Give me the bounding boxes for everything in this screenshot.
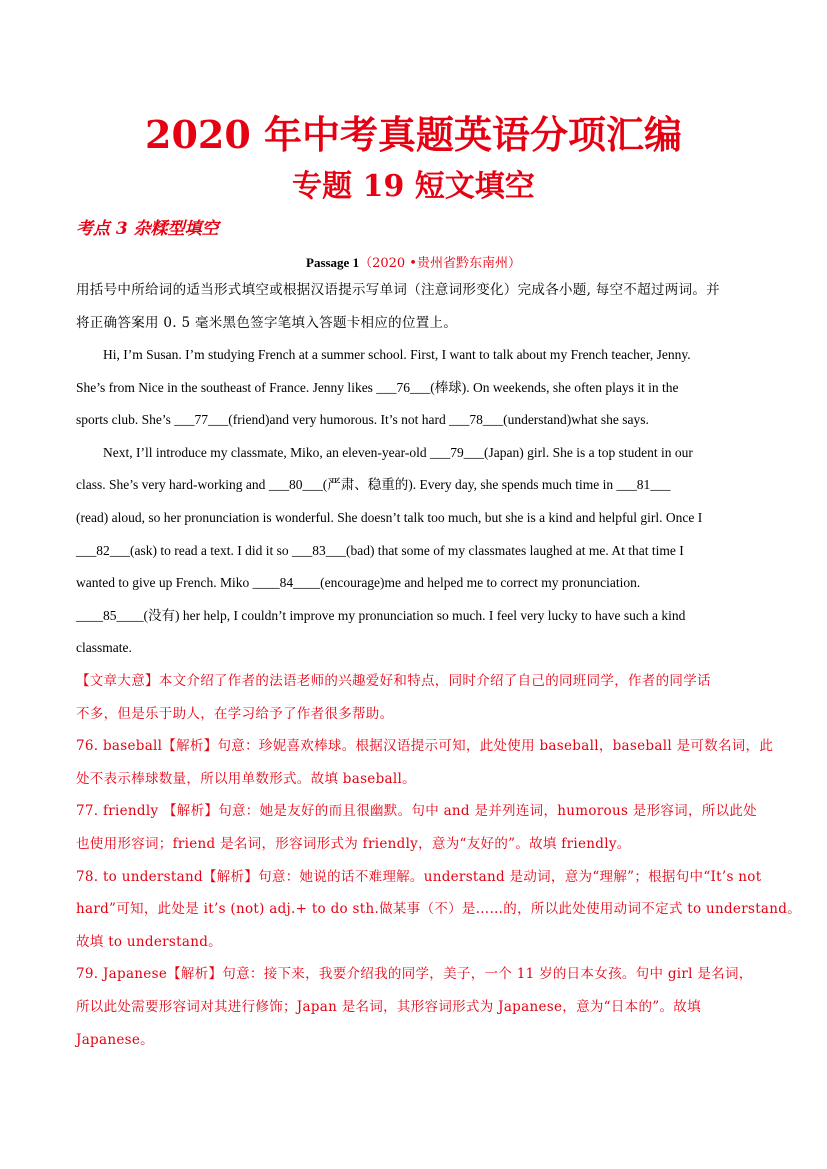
page-subtitle: 专题 19 短文填空 [292,169,535,204]
answer-line: 所以此处需要形容词对其进行修饰；Japan 是名词，其形容词形式为 Japanese，意为“日本的”。故填 [76,998,701,1015]
passage-text [76,339,756,665]
answer-explanations [76,665,802,1056]
passage-line: classmate. [76,640,132,656]
passage-line: Next, I’ll introduce my classmate, Miko, an eleven-year-old ___79___(Japan) girl. She is a top student in our [103,444,693,460]
answer-line: 76. baseball【解析】句意：珍妮喜欢棒球。根据汉语提示可知，此处使用 baseball，baseball 是可数名词，此 [76,738,774,755]
instruction-line: 将正确答案用 0. 5 毫米黑色签字笔填入答题卡相应的位置上。 [76,314,458,331]
summary-line: 不多，但是乐于助人，在学习给予了作者很多帮助。 [76,705,394,722]
passage-line: Hi, I’m Susan. I’m studying French at a summer school. First, I want to talk about my French teacher, Jenny. [103,347,691,362]
answer-line: 79. Japanese【解析】句意：接下来，我要介绍我的同学，美子，一个 11 岁的日本女孩。句中 girl 是名词， [76,966,753,983]
passage-line: class. She’s very hard-working and ___80___(严肃、稳重的). Every day, she spends much time in ___81___ [76,477,671,493]
passage-heading [0,252,827,271]
answer-line: 故填 to understand。 [76,933,222,950]
passage-line: ____85____(没有) her help, I couldn’t improve my pronunciation so much. I feel very lucky to have such a kind [76,607,686,623]
passage-label: Passage 1 [306,255,360,270]
answer-line: hard”可知，此处是 it’s (not) adj.+ to do sth.做某事（不）是……的，所以此处使用动词不定式 to understand。 [76,901,802,918]
passage-line: ___82___(ask) to read a text. I did it so ___83___(bad) that some of my classmates laughed at me. At that time I [76,542,684,558]
section-heading: 考点 3 杂糅型填空 [76,219,219,239]
passage-line: (read) aloud, so her pronunciation is wonderful. She doesn’t talk too much, but she is a kind and helpful girl. Once I [76,509,703,525]
passage-line: wanted to give up French. Miko ____84____(encourage)me and helped me to correct my pronunciation. [76,575,641,591]
instruction-line: 用括号中所给词的适当形式填空或根据汉语提示写单词（注意词形变化）完成各小题, 每空不超过两词。并 [76,282,720,298]
answer-line: 78. to understand【解析】句意：她说的话不难理解。understand 是动词，意为“理解”；根据句中“It’s not [76,868,762,885]
summary-line: 【文章大意】本文介绍了作者的法语老师的兴趣爱好和特点，同时介绍了自己的同班同学，作者的同学话 [76,673,711,689]
page-title: 2020 年中考真题英语分项汇编 [145,112,682,157]
instructions [76,274,756,339]
passage-line: She’s from Nice in the southeast of France. Jenny likes ___76___(棒球). On weekends, she often plays it in the [76,379,679,395]
passage-line: sports club. She’s ___77___(friend)and very humorous. It’s not hard ___78___(understand)what she says. [76,412,649,428]
answer-line: 也使用形容词；friend 是名词，形容词形式为 friendly，意为“友好的”。故填 friendly。 [76,835,631,852]
answer-line: 处不表示棒球数量，所以用单数形式。故填 baseball。 [76,770,416,787]
answer-line: 77. friendly 【解析】句意：她是友好的而且很幽默。句中 and 是并列连词，humorous 是形容词，所以此处 [76,803,757,820]
passage-source: （2020 •贵州省黔东南州） [359,256,521,271]
answer-line: Japanese。 [76,1031,154,1048]
